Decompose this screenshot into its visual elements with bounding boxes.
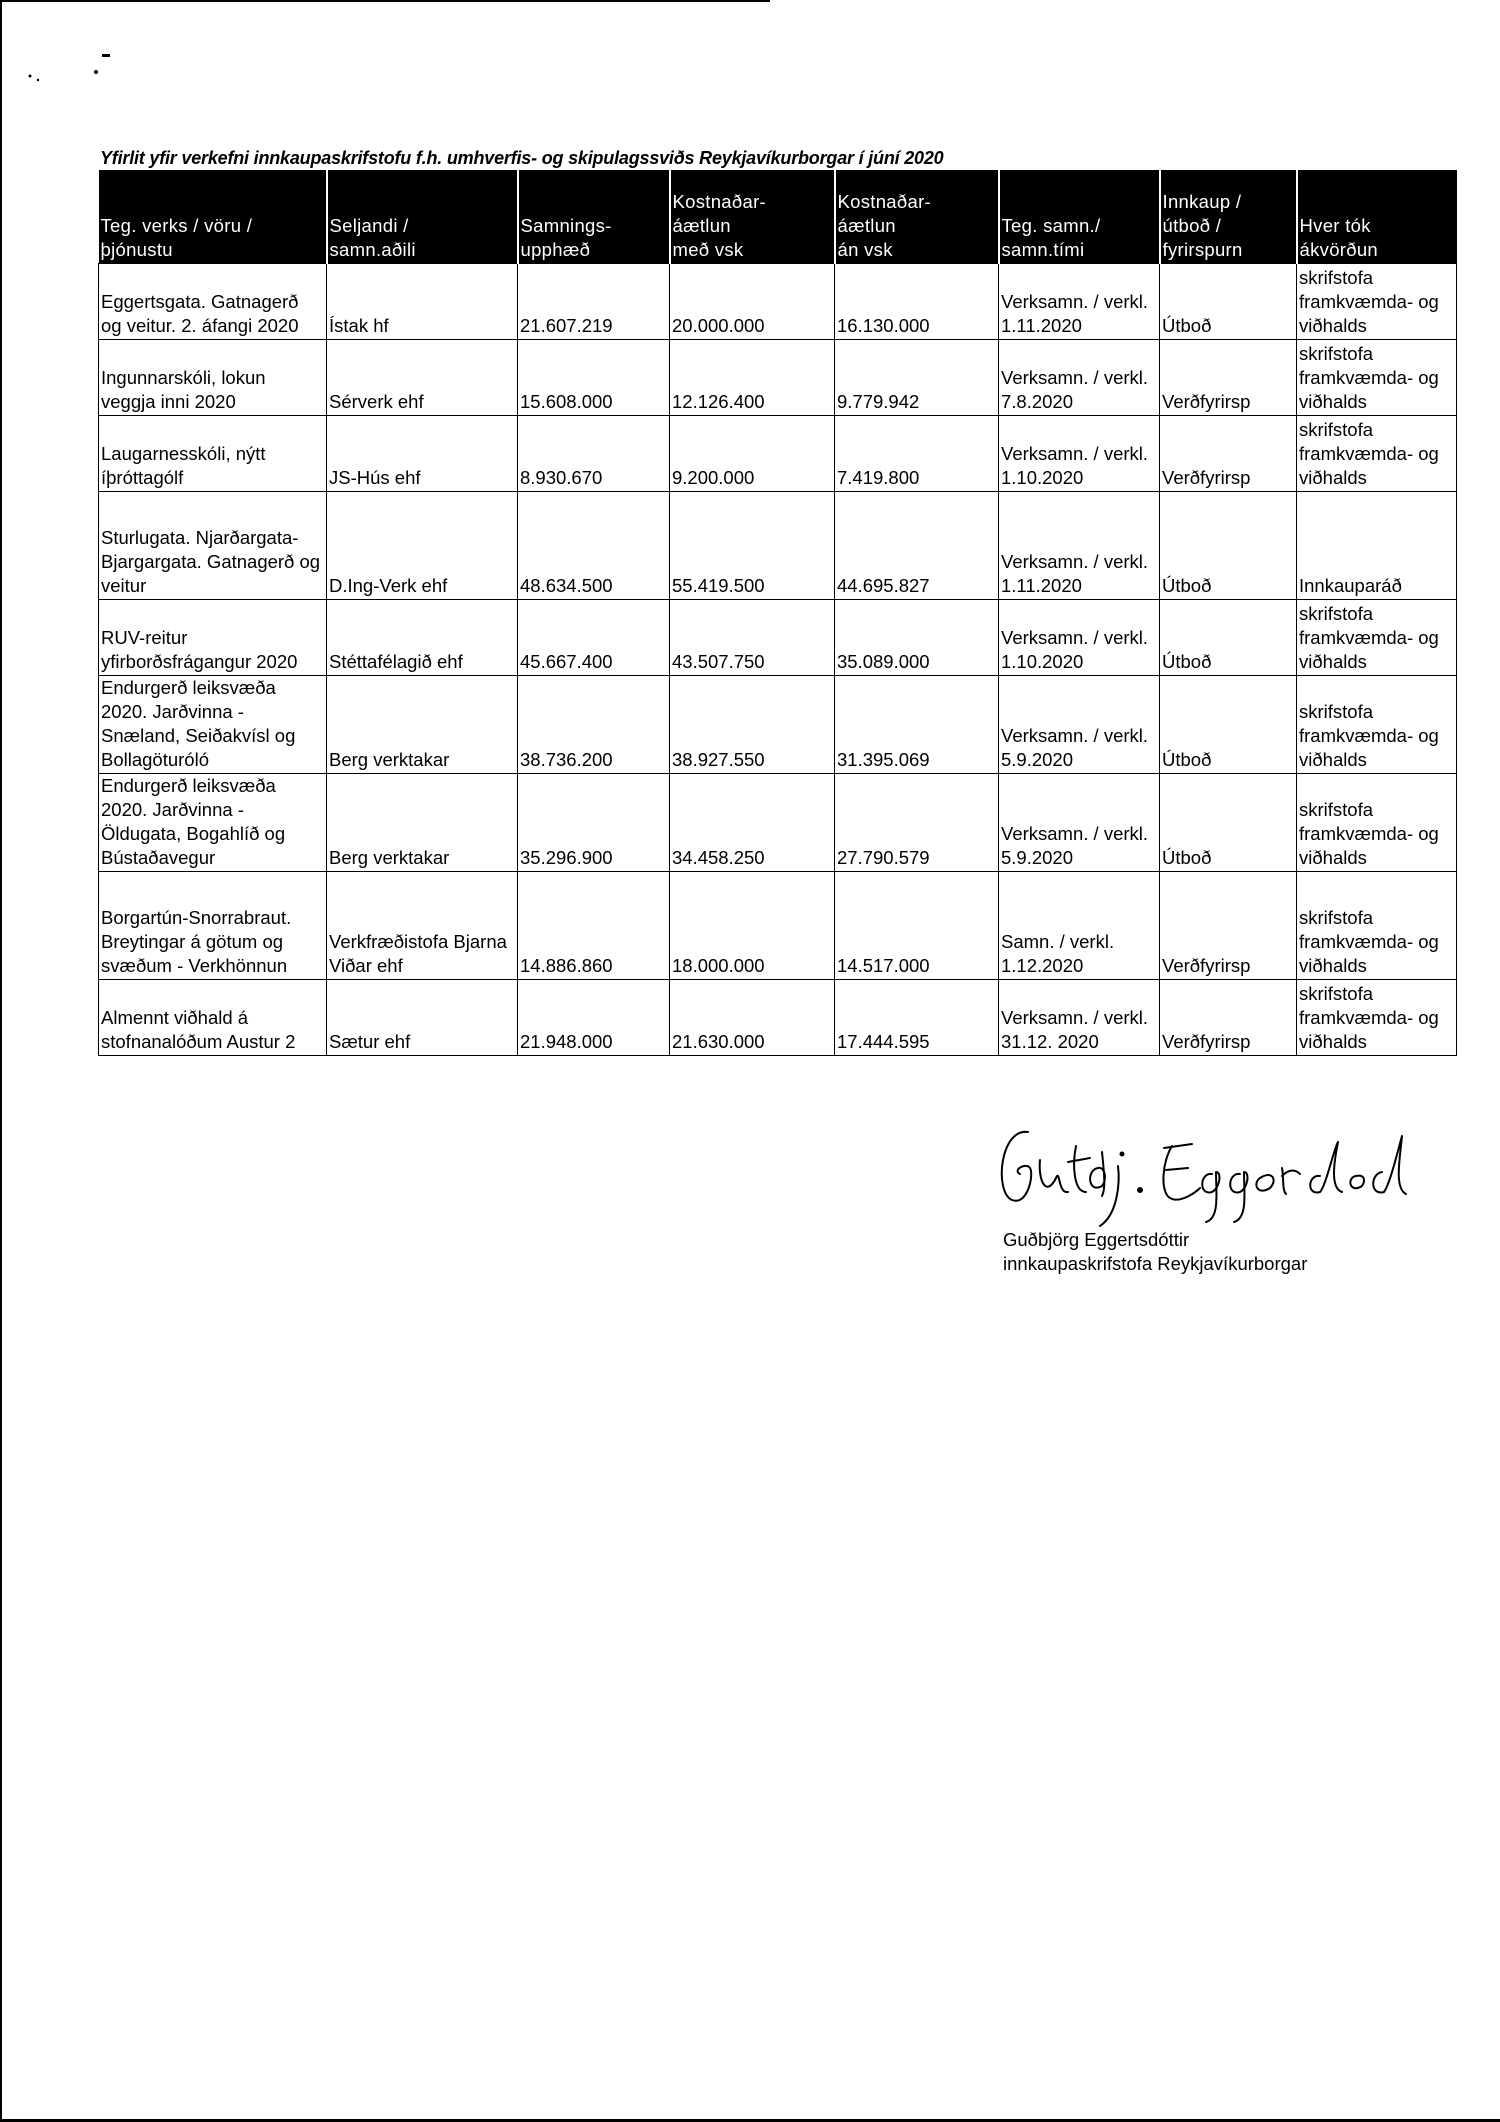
cell-contract-type: Verksamn. / verkl. 1.11.2020 <box>999 492 1160 600</box>
cell-estimate-vat: 55.419.500 <box>670 492 835 600</box>
cell-estimate-novat: 44.695.827 <box>835 492 999 600</box>
table-row <box>99 774 1457 872</box>
cell-contract-type: Verksamn. / verkl. 1.11.2020 <box>999 264 1160 340</box>
handwritten-signature <box>990 1122 1410 1232</box>
cell-decision-maker: skrifstofa framkvæmda- og viðhalds <box>1297 980 1457 1056</box>
header-cell: Teg. verks / vöru / þjónustu <box>99 170 327 264</box>
table-row <box>99 980 1457 1056</box>
table-body <box>99 264 1457 1056</box>
projects-table <box>98 170 1457 1056</box>
cell-contract-type: Verksamn. / verkl. 7.8.2020 <box>999 340 1160 416</box>
signatory-name: Guðbjörg Eggertsdóttir <box>1003 1229 1190 1250</box>
cell-contract-amount: 21.607.219 <box>518 264 670 340</box>
signatory-block <box>1003 1228 1307 1276</box>
cell-estimate-vat: 38.927.550 <box>670 676 835 774</box>
cell-estimate-vat: 18.000.000 <box>670 872 835 980</box>
cell-project: Eggertsgata. Gatnagerð og veitur. 2. áfangi 2020 <box>99 264 327 340</box>
table-row <box>99 600 1457 676</box>
table-row <box>99 676 1457 774</box>
cell-project: Sturlugata. Njarðargata-Bjargargata. Gatnagerð og veitur <box>99 492 327 600</box>
cell-decision-maker: skrifstofa framkvæmda- og viðhalds <box>1297 872 1457 980</box>
table-header-row <box>99 170 1457 264</box>
scan-edge-left <box>0 0 2 2122</box>
cell-procurement: Útboð <box>1160 774 1297 872</box>
document-title: Yfirlit yfir verkefni innkaupaskrifstofu f.h. umhverfis- og skipulagssviðs Reykjavíkurborgar í júní 2020 <box>100 148 944 168</box>
cell-project: Almennt viðhald á stofnanalóðum Austur 2 <box>99 980 327 1056</box>
cell-procurement: Verðfyrirsp <box>1160 416 1297 492</box>
cell-contract-amount: 21.948.000 <box>518 980 670 1056</box>
cell-estimate-vat: 12.126.400 <box>670 340 835 416</box>
cell-contract-amount: 45.667.400 <box>518 600 670 676</box>
cell-estimate-vat: 9.200.000 <box>670 416 835 492</box>
header-cell: Seljandi / samn.aðili <box>327 170 518 264</box>
cell-procurement: Verðfyrirsp <box>1160 980 1297 1056</box>
cell-contract-amount: 35.296.900 <box>518 774 670 872</box>
cell-decision-maker: skrifstofa framkvæmda- og viðhalds <box>1297 600 1457 676</box>
cell-contract-type: Samn. / verkl. 1.12.2020 <box>999 872 1160 980</box>
cell-seller: Ístak hf <box>327 264 518 340</box>
scan-specks <box>24 50 124 90</box>
cell-contract-amount: 48.634.500 <box>518 492 670 600</box>
cell-seller: D.Ing-Verk ehf <box>327 492 518 600</box>
header-cell: Kostnaðar- áætlun án vsk <box>835 170 999 264</box>
cell-estimate-vat: 20.000.000 <box>670 264 835 340</box>
cell-estimate-novat: 17.444.595 <box>835 980 999 1056</box>
cell-estimate-novat: 35.089.000 <box>835 600 999 676</box>
cell-decision-maker: skrifstofa framkvæmda- og viðhalds <box>1297 774 1457 872</box>
cell-project: Laugarnesskóli, nýtt íþróttagólf <box>99 416 327 492</box>
table-row <box>99 492 1457 600</box>
table-row <box>99 264 1457 340</box>
cell-estimate-vat: 43.507.750 <box>670 600 835 676</box>
cell-contract-type: Verksamn. / verkl. 5.9.2020 <box>999 774 1160 872</box>
table-row <box>99 416 1457 492</box>
cell-seller: Stéttafélagið ehf <box>327 600 518 676</box>
cell-estimate-vat: 34.458.250 <box>670 774 835 872</box>
header-cell: Teg. samn./ samn.tími <box>999 170 1160 264</box>
cell-project: RUV-reitur yfirborðsfrágangur 2020 <box>99 600 327 676</box>
cell-estimate-novat: 16.130.000 <box>835 264 999 340</box>
cell-procurement: Útboð <box>1160 676 1297 774</box>
cell-contract-amount: 8.930.670 <box>518 416 670 492</box>
cell-estimate-novat: 27.790.579 <box>835 774 999 872</box>
cell-contract-type: Verksamn. / verkl. 1.10.2020 <box>999 600 1160 676</box>
cell-decision-maker: skrifstofa framkvæmda- og viðhalds <box>1297 676 1457 774</box>
cell-project: Endurgerð leiksvæða 2020. Jarðvinna - Snæland, Seiðakvísl og Bollagöturóló <box>99 676 327 774</box>
cell-decision-maker: skrifstofa framkvæmda- og viðhalds <box>1297 340 1457 416</box>
cell-seller: Berg verktakar <box>327 676 518 774</box>
cell-contract-type: Verksamn. / verkl. 1.10.2020 <box>999 416 1160 492</box>
cell-seller: Berg verktakar <box>327 774 518 872</box>
cell-estimate-novat: 14.517.000 <box>835 872 999 980</box>
cell-contract-type: Verksamn. / verkl. 5.9.2020 <box>999 676 1160 774</box>
cell-seller: Sérverk ehf <box>327 340 518 416</box>
cell-contract-amount: 38.736.200 <box>518 676 670 774</box>
cell-estimate-novat: 31.395.069 <box>835 676 999 774</box>
cell-contract-type: Verksamn. / verkl. 31.12. 2020 <box>999 980 1160 1056</box>
header-cell: Samnings- upphæð <box>518 170 670 264</box>
cell-decision-maker: skrifstofa framkvæmda- og viðhalds <box>1297 264 1457 340</box>
signatory-department: innkaupaskrifstofa Reykjavíkurborgar <box>1003 1253 1308 1274</box>
cell-seller: Verkfræðistofa Bjarna Viðar ehf <box>327 872 518 980</box>
cell-procurement: Útboð <box>1160 492 1297 600</box>
cell-project: Ingunnarskóli, lokun veggja inni 2020 <box>99 340 327 416</box>
header-cell: Hver tók ákvörðun <box>1297 170 1457 264</box>
cell-contract-amount: 15.608.000 <box>518 340 670 416</box>
cell-procurement: Verðfyrirsp <box>1160 872 1297 980</box>
table-row <box>99 872 1457 980</box>
cell-contract-amount: 14.886.860 <box>518 872 670 980</box>
cell-seller: Sætur ehf <box>327 980 518 1056</box>
cell-project: Endurgerð leiksvæða 2020. Jarðvinna - Öldugata, Bogahlíð og Bústaðavegur <box>99 774 327 872</box>
table-row <box>99 340 1457 416</box>
cell-project: Borgartún-Snorrabraut. Breytingar á götum og svæðum - Verkhönnun <box>99 872 327 980</box>
cell-procurement: Útboð <box>1160 600 1297 676</box>
cell-decision-maker: Innkauparáð <box>1297 492 1457 600</box>
header-cell: Innkaup / útboð / fyrirspurn <box>1160 170 1297 264</box>
cell-estimate-novat: 9.779.942 <box>835 340 999 416</box>
cell-estimate-vat: 21.630.000 <box>670 980 835 1056</box>
cell-seller: JS-Hús ehf <box>327 416 518 492</box>
cell-procurement: Útboð <box>1160 264 1297 340</box>
cell-decision-maker: skrifstofa framkvæmda- og viðhalds <box>1297 416 1457 492</box>
header-cell: Kostnaðar- áætlun með vsk <box>670 170 835 264</box>
scan-edge-top <box>0 0 770 2</box>
cell-procurement: Verðfyrirsp <box>1160 340 1297 416</box>
cell-estimate-novat: 7.419.800 <box>835 416 999 492</box>
